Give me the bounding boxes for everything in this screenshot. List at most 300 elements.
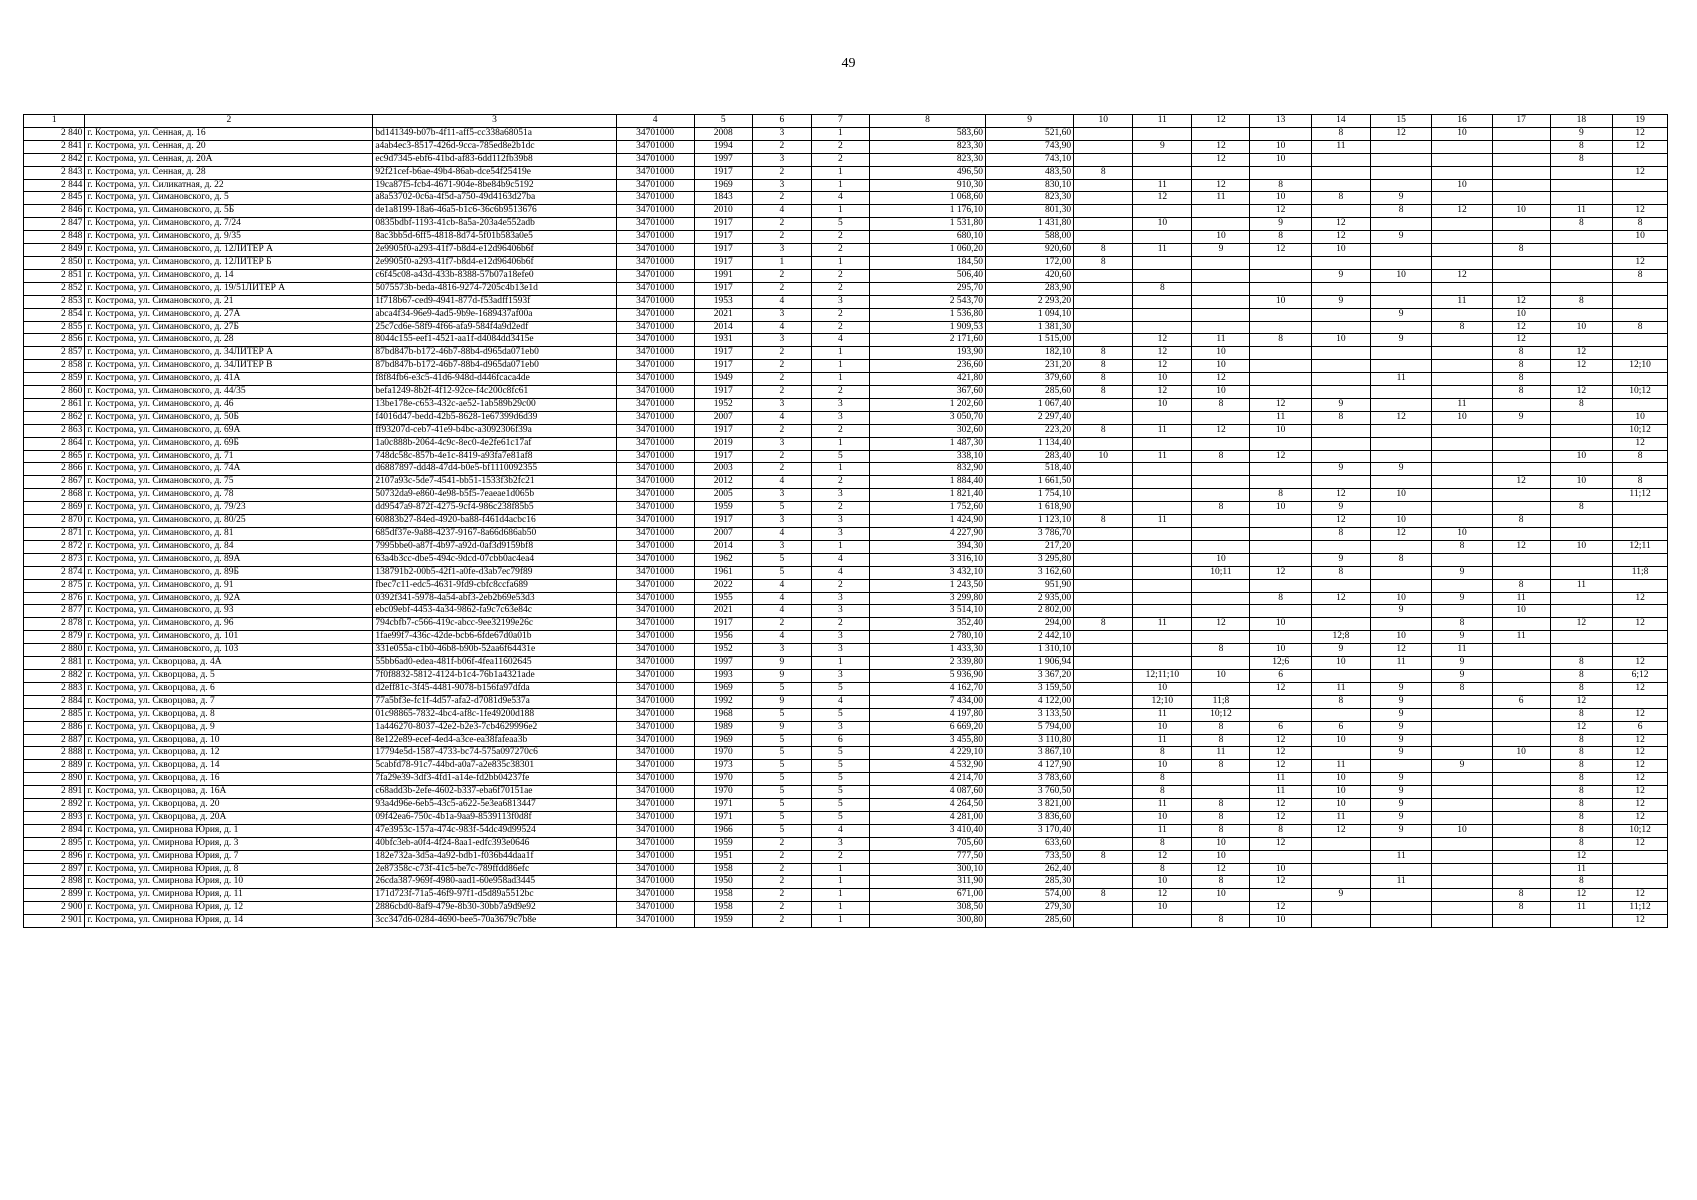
col-17-cell	[1492, 424, 1550, 437]
row-number-cell: 2 870	[24, 515, 85, 528]
col-10-cell	[1074, 269, 1133, 282]
floors-cell: 9	[752, 695, 811, 708]
col-19-cell: 12	[1613, 256, 1668, 269]
entrances-cell: 2	[811, 502, 869, 515]
col-16-cell	[1432, 502, 1492, 515]
col-19-cell: 12	[1613, 786, 1668, 799]
col-16-cell	[1432, 192, 1492, 205]
col-11-cell: 8	[1133, 786, 1192, 799]
living-area-cell: 3 760,50	[986, 786, 1074, 799]
col-14-cell	[1311, 618, 1370, 631]
table-row	[24, 153, 1668, 166]
col-19-cell: 8	[1613, 321, 1668, 334]
col-16-cell	[1432, 579, 1492, 592]
row-number-cell: 2 888	[24, 747, 85, 760]
col-16-cell	[1432, 437, 1492, 450]
col-15-cell: 10	[1370, 269, 1431, 282]
col-13-cell: 12	[1250, 799, 1311, 812]
col-11-cell	[1133, 579, 1192, 592]
oktmo-code-cell: 34701000	[616, 515, 694, 528]
col-10-cell	[1074, 863, 1133, 876]
col-13-cell: 8	[1250, 824, 1311, 837]
total-area-cell: 777,50	[869, 850, 985, 863]
col-18-cell: 12	[1550, 889, 1613, 902]
entrances-cell: 2	[811, 850, 869, 863]
table-row	[24, 760, 1668, 773]
col-18-cell: 8	[1550, 682, 1613, 695]
col-11-cell: 10	[1133, 218, 1192, 231]
fias-guid-cell: 2e9905f0-a293-41f7-b8d4-e12d96406b6f	[373, 244, 616, 257]
oktmo-code-cell: 34701000	[616, 282, 694, 295]
floors-cell: 5	[752, 553, 811, 566]
total-area-cell: 1 202,60	[869, 398, 985, 411]
row-number-cell: 2 901	[24, 915, 85, 928]
col-15-cell	[1370, 218, 1431, 231]
col-11-cell	[1133, 502, 1192, 515]
floors-cell: 5	[752, 747, 811, 760]
col-15-cell	[1370, 915, 1431, 928]
col-16-cell	[1432, 386, 1492, 399]
entrances-cell: 5	[811, 811, 869, 824]
col-10-cell: 8	[1074, 386, 1133, 399]
floors-cell: 4	[752, 205, 811, 218]
year-built-cell: 1917	[694, 386, 752, 399]
year-built-cell: 1969	[694, 734, 752, 747]
row-number-cell: 2 841	[24, 140, 85, 153]
floors-cell: 3	[752, 489, 811, 502]
row-number-cell: 2 853	[24, 295, 85, 308]
entrances-cell: 1	[811, 179, 869, 192]
col-13-cell	[1250, 708, 1311, 721]
row-number-cell: 2 891	[24, 786, 85, 799]
column-header-8: 8	[869, 115, 985, 128]
col-14-cell: 9	[1311, 502, 1370, 515]
total-area-cell: 3 299,80	[869, 592, 985, 605]
col-11-cell: 12	[1133, 360, 1192, 373]
col-11-cell: 10	[1133, 760, 1192, 773]
column-header-6: 6	[752, 115, 811, 128]
col-13-cell: 12	[1250, 837, 1311, 850]
col-13-cell: 8	[1250, 231, 1311, 244]
col-11-cell: 12	[1133, 192, 1192, 205]
col-13-cell	[1250, 476, 1311, 489]
total-area-cell: 3 432,10	[869, 566, 985, 579]
col-19-cell: 8	[1613, 476, 1668, 489]
total-area-cell: 1 068,60	[869, 192, 985, 205]
col-11-cell: 8	[1133, 282, 1192, 295]
living-area-cell: 920,60	[986, 244, 1074, 257]
oktmo-code-cell: 34701000	[616, 605, 694, 618]
col-16-cell	[1432, 863, 1492, 876]
address-cell: г. Кострома, ул. Симановского, д. 69А	[85, 424, 373, 437]
col-14-cell: 10	[1311, 657, 1370, 670]
floors-cell: 2	[752, 218, 811, 231]
col-15-cell: 9	[1370, 682, 1431, 695]
living-area-cell: 285,30	[986, 876, 1074, 889]
living-area-cell: 3 786,70	[986, 528, 1074, 541]
col-13-cell	[1250, 553, 1311, 566]
year-built-cell: 1917	[694, 166, 752, 179]
oktmo-code-cell: 34701000	[616, 540, 694, 553]
col-10-cell	[1074, 502, 1133, 515]
living-area-cell: 951,90	[986, 579, 1074, 592]
col-12-cell: 10	[1192, 889, 1250, 902]
entrances-cell: 1	[811, 360, 869, 373]
col-19-cell: 12	[1613, 773, 1668, 786]
fias-guid-cell: 8ac3bb5d-6ff5-4818-8d74-5f01b583a0e5	[373, 231, 616, 244]
col-14-cell	[1311, 424, 1370, 437]
oktmo-code-cell: 34701000	[616, 398, 694, 411]
table-row	[24, 386, 1668, 399]
total-area-cell: 823,30	[869, 153, 985, 166]
col-18-cell: 8	[1550, 657, 1613, 670]
col-15-cell	[1370, 837, 1431, 850]
total-area-cell: 1 060,20	[869, 244, 985, 257]
fias-guid-cell: 138791b2-00b5-42f1-a0fe-d3ab7ec79f89	[373, 566, 616, 579]
col-17-cell	[1492, 850, 1550, 863]
col-18-cell	[1550, 231, 1613, 244]
row-number-cell: 2 876	[24, 592, 85, 605]
column-header-12: 12	[1192, 115, 1250, 128]
fias-guid-cell: 7fa29e39-3df3-4fd1-a14e-fd2bb04237fe	[373, 773, 616, 786]
oktmo-code-cell: 34701000	[616, 760, 694, 773]
year-built-cell: 1959	[694, 502, 752, 515]
entrances-cell: 1	[811, 915, 869, 928]
col-10-cell: 8	[1074, 347, 1133, 360]
total-area-cell: 367,60	[869, 386, 985, 399]
col-12-cell	[1192, 437, 1250, 450]
year-built-cell: 1950	[694, 876, 752, 889]
col-18-cell	[1550, 373, 1613, 386]
address-cell: г. Кострома, ул. Симановского, д. 46	[85, 398, 373, 411]
table-row	[24, 902, 1668, 915]
total-area-cell: 3 410,40	[869, 824, 985, 837]
col-19-cell: 11;12	[1613, 902, 1668, 915]
col-13-cell: 12;6	[1250, 657, 1311, 670]
living-area-cell: 3 836,60	[986, 811, 1074, 824]
col-11-cell	[1133, 205, 1192, 218]
table-row	[24, 127, 1668, 140]
col-18-cell	[1550, 166, 1613, 179]
col-16-cell	[1432, 695, 1492, 708]
col-14-cell: 10	[1311, 334, 1370, 347]
col-13-cell: 12	[1250, 450, 1311, 463]
col-18-cell: 10	[1550, 540, 1613, 553]
table-row	[24, 360, 1668, 373]
fias-guid-cell: 19ca87f5-fcb4-4671-904e-8be84b9c5192	[373, 179, 616, 192]
row-number-cell: 2 877	[24, 605, 85, 618]
total-area-cell: 3 514,10	[869, 605, 985, 618]
col-10-cell	[1074, 540, 1133, 553]
fias-guid-cell: a4ab4ec3-8517-426d-9cca-785ed8e2b1dc	[373, 140, 616, 153]
col-18-cell	[1550, 192, 1613, 205]
col-10-cell	[1074, 489, 1133, 502]
col-14-cell	[1311, 863, 1370, 876]
fias-guid-cell: 63a4b3cc-dbe5-494c-9dcd-07cbb0ac4ea4	[373, 553, 616, 566]
col-13-cell: 12	[1250, 747, 1311, 760]
year-built-cell: 2005	[694, 489, 752, 502]
address-cell: г. Кострома, ул. Скворцова, д. 8	[85, 708, 373, 721]
col-14-cell: 10	[1311, 244, 1370, 257]
row-number-cell: 2 848	[24, 231, 85, 244]
col-17-cell	[1492, 256, 1550, 269]
col-16-cell	[1432, 360, 1492, 373]
fias-guid-cell: 1a0c888b-2064-4c9c-8ec0-4e2fe61c17af	[373, 437, 616, 450]
col-11-cell	[1133, 269, 1192, 282]
col-15-cell: 9	[1370, 799, 1431, 812]
col-12-cell: 8	[1192, 824, 1250, 837]
col-19-cell	[1613, 528, 1668, 541]
col-16-cell	[1432, 166, 1492, 179]
table-row	[24, 179, 1668, 192]
floors-cell: 5	[752, 708, 811, 721]
col-17-cell	[1492, 773, 1550, 786]
col-12-cell: 10	[1192, 837, 1250, 850]
col-13-cell	[1250, 850, 1311, 863]
address-cell: г. Кострома, ул. Симановского, д. 19/51ЛИТЕР А	[85, 282, 373, 295]
oktmo-code-cell: 34701000	[616, 373, 694, 386]
entrances-cell: 4	[811, 566, 869, 579]
column-header-19: 19	[1613, 115, 1668, 128]
col-11-cell: 8	[1133, 773, 1192, 786]
col-18-cell	[1550, 411, 1613, 424]
oktmo-code-cell: 34701000	[616, 360, 694, 373]
address-cell: г. Кострома, ул. Скворцова, д. 10	[85, 734, 373, 747]
col-15-cell	[1370, 618, 1431, 631]
col-17-cell	[1492, 682, 1550, 695]
col-13-cell: 6	[1250, 669, 1311, 682]
fias-guid-cell: 01c98865-7832-4bc4-af8c-1fe49200d188	[373, 708, 616, 721]
column-header-11: 11	[1133, 115, 1192, 128]
total-area-cell: 1 424,90	[869, 515, 985, 528]
table-row	[24, 721, 1668, 734]
total-area-cell: 506,40	[869, 269, 985, 282]
fias-guid-cell: ff93207d-ceb7-41e9-b4bc-a3092306f39a	[373, 424, 616, 437]
address-cell: г. Кострома, ул. Симановского, д. 80/25	[85, 515, 373, 528]
table-row	[24, 528, 1668, 541]
col-11-cell	[1133, 540, 1192, 553]
oktmo-code-cell: 34701000	[616, 863, 694, 876]
col-10-cell	[1074, 760, 1133, 773]
col-15-cell	[1370, 863, 1431, 876]
col-17-cell	[1492, 669, 1550, 682]
col-10-cell	[1074, 179, 1133, 192]
floors-cell: 5	[752, 566, 811, 579]
col-18-cell: 8	[1550, 837, 1613, 850]
table-row	[24, 799, 1668, 812]
address-cell: г. Кострома, ул. Смирнова Юрия, д. 14	[85, 915, 373, 928]
col-12-cell	[1192, 308, 1250, 321]
col-11-cell: 12	[1133, 889, 1192, 902]
col-15-cell	[1370, 476, 1431, 489]
entrances-cell: 1	[811, 437, 869, 450]
col-18-cell: 8	[1550, 669, 1613, 682]
col-18-cell	[1550, 463, 1613, 476]
table-row	[24, 295, 1668, 308]
row-number-cell: 2 883	[24, 682, 85, 695]
col-19-cell	[1613, 308, 1668, 321]
living-area-cell: 574,00	[986, 889, 1074, 902]
row-number-cell: 2 885	[24, 708, 85, 721]
col-16-cell	[1432, 786, 1492, 799]
col-14-cell	[1311, 166, 1370, 179]
year-built-cell: 1993	[694, 669, 752, 682]
table-row	[24, 398, 1668, 411]
col-17-cell	[1492, 811, 1550, 824]
address-cell: г. Кострома, ул. Симановского, д. 28	[85, 334, 373, 347]
living-area-cell: 4 127,90	[986, 760, 1074, 773]
total-area-cell: 4 281,00	[869, 811, 985, 824]
address-cell: г. Кострома, ул. Симановского, д. 50Б	[85, 411, 373, 424]
floors-cell: 2	[752, 424, 811, 437]
col-16-cell	[1432, 244, 1492, 257]
address-cell: г. Кострома, ул. Симановского, д. 21	[85, 295, 373, 308]
col-14-cell	[1311, 282, 1370, 295]
row-number-cell: 2 894	[24, 824, 85, 837]
col-13-cell	[1250, 360, 1311, 373]
year-built-cell: 1966	[694, 824, 752, 837]
address-cell: г. Кострома, ул. Симановского, д. 101	[85, 631, 373, 644]
col-14-cell	[1311, 708, 1370, 721]
fias-guid-cell: a8a53702-0c6a-4f5d-a750-49d4163d27ba	[373, 192, 616, 205]
col-16-cell	[1432, 915, 1492, 928]
col-15-cell: 9	[1370, 747, 1431, 760]
col-12-cell	[1192, 166, 1250, 179]
living-area-cell: 285,60	[986, 386, 1074, 399]
entrances-cell: 2	[811, 424, 869, 437]
col-10-cell	[1074, 463, 1133, 476]
col-15-cell: 9	[1370, 308, 1431, 321]
year-built-cell: 1959	[694, 915, 752, 928]
floors-cell: 2	[752, 166, 811, 179]
entrances-cell: 3	[811, 644, 869, 657]
col-11-cell: 12	[1133, 386, 1192, 399]
col-10-cell: 8	[1074, 244, 1133, 257]
col-18-cell: 12	[1550, 721, 1613, 734]
row-number-cell: 2 899	[24, 889, 85, 902]
col-14-cell: 8	[1311, 127, 1370, 140]
col-14-cell	[1311, 915, 1370, 928]
col-12-cell	[1192, 902, 1250, 915]
entrances-cell: 1	[811, 463, 869, 476]
entrances-cell: 2	[811, 386, 869, 399]
fias-guid-cell: 93a4d96e-6eb5-43c5-a622-5e3ea6813447	[373, 799, 616, 812]
table-row	[24, 269, 1668, 282]
floors-cell: 2	[752, 347, 811, 360]
col-18-cell	[1550, 605, 1613, 618]
col-12-cell: 8	[1192, 799, 1250, 812]
fias-guid-cell: c68add3b-2efe-4602-b337-eba6f70151ae	[373, 786, 616, 799]
col-10-cell: 8	[1074, 166, 1133, 179]
entrances-cell: 2	[811, 618, 869, 631]
col-10-cell	[1074, 295, 1133, 308]
col-19-cell: 12	[1613, 799, 1668, 812]
col-13-cell: 10	[1250, 644, 1311, 657]
col-19-cell	[1613, 463, 1668, 476]
entrances-cell: 2	[811, 579, 869, 592]
total-area-cell: 823,30	[869, 140, 985, 153]
oktmo-code-cell: 34701000	[616, 824, 694, 837]
col-10-cell	[1074, 282, 1133, 295]
col-13-cell	[1250, 386, 1311, 399]
entrances-cell: 3	[811, 837, 869, 850]
column-header-4: 4	[616, 115, 694, 128]
col-12-cell	[1192, 411, 1250, 424]
living-area-cell: 743,90	[986, 140, 1074, 153]
total-area-cell: 193,90	[869, 347, 985, 360]
entrances-cell: 4	[811, 192, 869, 205]
col-15-cell	[1370, 424, 1431, 437]
year-built-cell: 1949	[694, 373, 752, 386]
col-17-cell	[1492, 824, 1550, 837]
floors-cell: 2	[752, 863, 811, 876]
year-built-cell: 1971	[694, 799, 752, 812]
total-area-cell: 4 214,70	[869, 773, 985, 786]
col-14-cell: 12	[1311, 515, 1370, 528]
col-10-cell	[1074, 605, 1133, 618]
row-number-cell: 2 898	[24, 876, 85, 889]
col-15-cell: 9	[1370, 695, 1431, 708]
col-17-cell: 6	[1492, 695, 1550, 708]
entrances-cell: 3	[811, 515, 869, 528]
col-17-cell	[1492, 915, 1550, 928]
col-19-cell	[1613, 876, 1668, 889]
col-19-cell: 12;10	[1613, 360, 1668, 373]
col-13-cell: 8	[1250, 179, 1311, 192]
col-13-cell	[1250, 256, 1311, 269]
col-16-cell: 10	[1432, 824, 1492, 837]
col-15-cell: 9	[1370, 605, 1431, 618]
col-12-cell	[1192, 489, 1250, 502]
oktmo-code-cell: 34701000	[616, 876, 694, 889]
col-13-cell: 8	[1250, 334, 1311, 347]
year-built-cell: 1843	[694, 192, 752, 205]
col-18-cell: 12	[1550, 386, 1613, 399]
col-13-cell	[1250, 528, 1311, 541]
col-18-cell	[1550, 334, 1613, 347]
column-header-7: 7	[811, 115, 869, 128]
col-18-cell: 8	[1550, 502, 1613, 515]
table-row	[24, 708, 1668, 721]
total-area-cell: 2 543,70	[869, 295, 985, 308]
year-built-cell: 1970	[694, 786, 752, 799]
col-17-cell: 12	[1492, 540, 1550, 553]
living-area-cell: 823,30	[986, 192, 1074, 205]
address-cell: г. Кострома, ул. Симановского, д. 27Б	[85, 321, 373, 334]
total-area-cell: 311,90	[869, 876, 985, 889]
fias-guid-cell: ebc09ebf-4453-4a34-9862-fa9c7c63e84c	[373, 605, 616, 618]
year-built-cell: 1997	[694, 657, 752, 670]
total-area-cell: 1 752,60	[869, 502, 985, 515]
address-cell: г. Кострома, ул. Сенная, д. 28	[85, 166, 373, 179]
col-10-cell	[1074, 321, 1133, 334]
table-row	[24, 850, 1668, 863]
address-cell: г. Кострома, ул. Скворцова, д. 12	[85, 747, 373, 760]
year-built-cell: 2012	[694, 476, 752, 489]
fias-guid-cell: 7995bbe0-a87f-4b97-a92d-0af3d9159bf8	[373, 540, 616, 553]
floors-cell: 2	[752, 915, 811, 928]
col-15-cell	[1370, 902, 1431, 915]
row-number-cell: 2 900	[24, 902, 85, 915]
oktmo-code-cell: 34701000	[616, 411, 694, 424]
col-11-cell: 10	[1133, 876, 1192, 889]
col-17-cell	[1492, 760, 1550, 773]
table-row	[24, 592, 1668, 605]
total-area-cell: 1 487,30	[869, 437, 985, 450]
col-18-cell	[1550, 553, 1613, 566]
col-17-cell	[1492, 786, 1550, 799]
address-cell: г. Кострома, ул. Скворцова, д. 6	[85, 682, 373, 695]
